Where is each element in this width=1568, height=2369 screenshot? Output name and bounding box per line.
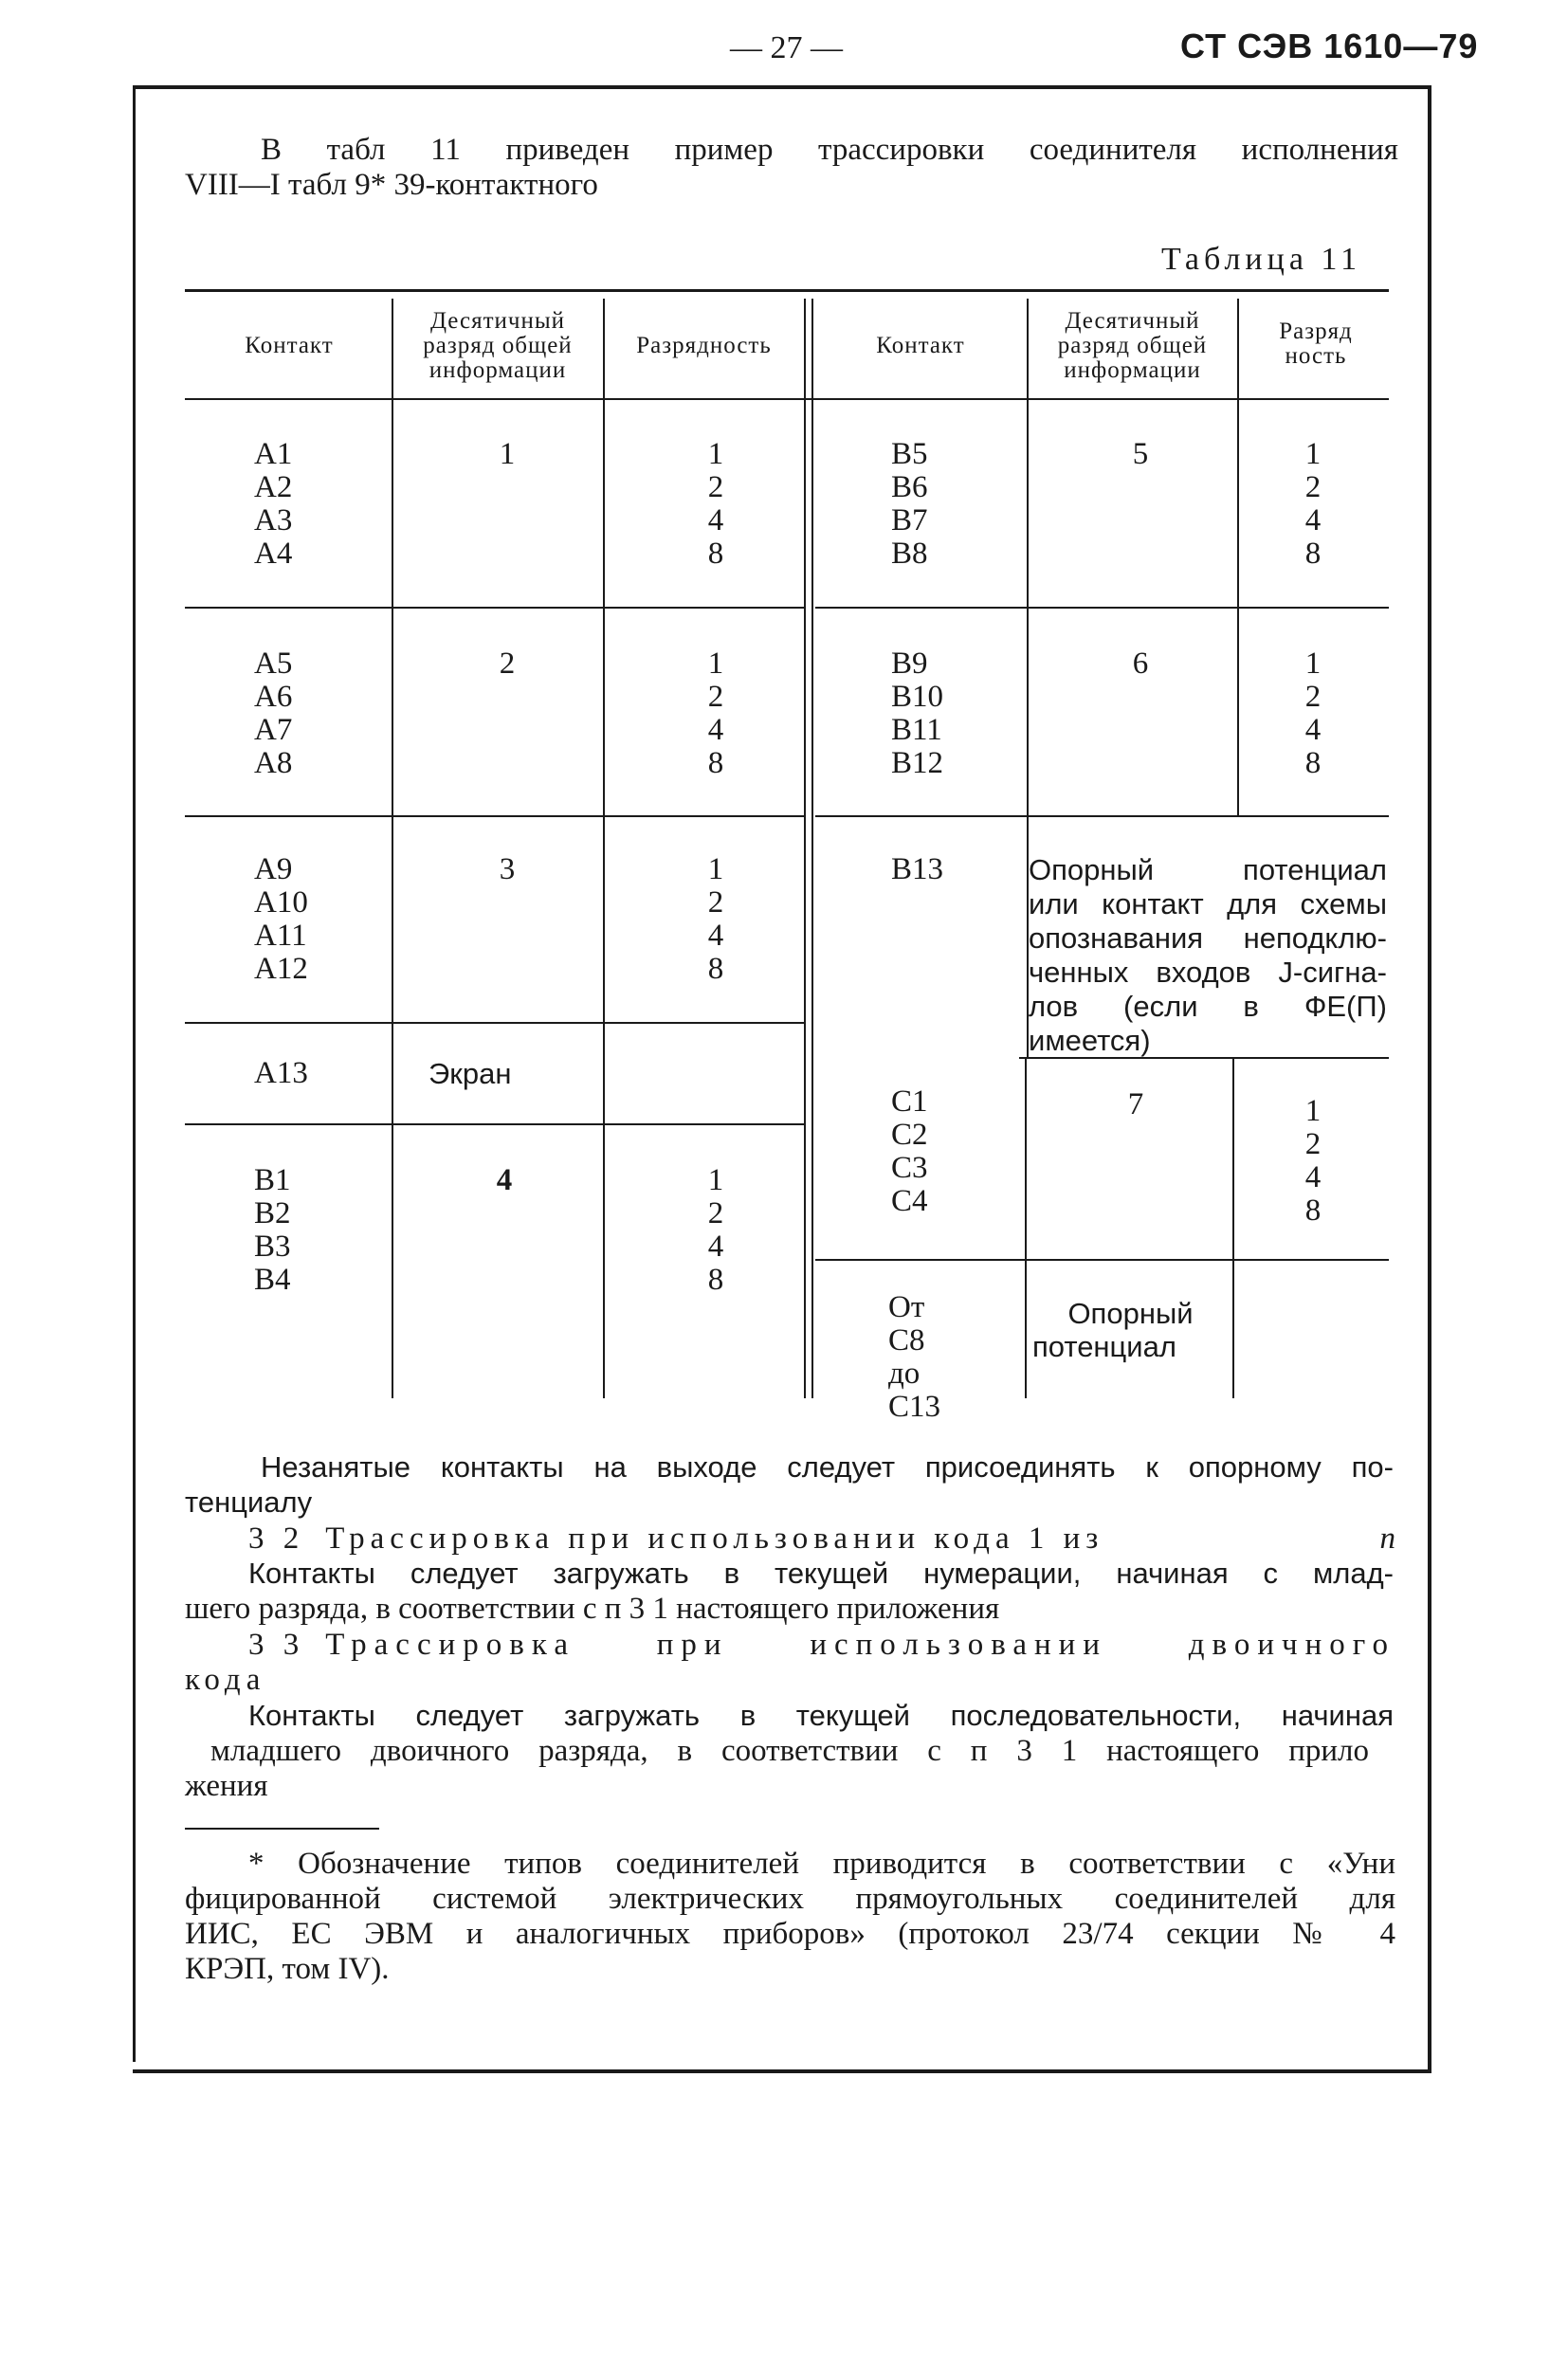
c8-c13-reference: Опорный потенциал [1032, 1297, 1194, 1363]
header-contact-right: Контакт [876, 333, 965, 358]
left-row-rule-4 [185, 1123, 806, 1125]
bits-b9-b12: 1 2 4 8 [1304, 647, 1322, 780]
contacts-c8-c13: От C8 до C13 [888, 1290, 941, 1424]
center-double-rule-b [811, 299, 813, 1398]
contacts-a5-a8: A5 A6 A7 A8 [254, 647, 293, 780]
decimal-4: 4 [496, 1163, 513, 1197]
page-number: — 27 — [730, 30, 843, 65]
intro-line-2: VIII—I табл 9* 39-контактного [185, 168, 598, 202]
header-decimal-left: Десятичный разряд общей информации [423, 308, 573, 383]
footnote-line-4: КРЭП, том IV). [185, 1952, 390, 1986]
right-col-rule-2-lower [1232, 1057, 1234, 1398]
contacts-b9-b12: B9 B10 B11 B12 [891, 647, 944, 780]
right-row-rule-2 [815, 815, 1389, 817]
bits-a1-a4: 1 2 4 8 [707, 437, 724, 571]
decimal-screen: Экран [428, 1057, 512, 1090]
right-row-rule-4 [815, 1259, 1389, 1261]
header-contact-left: Контакт [245, 333, 334, 358]
contacts-b5-b8: B5 B6 B7 B8 [891, 437, 928, 571]
decimal-7: 7 [1127, 1087, 1144, 1121]
bits-b5-b8: 1 2 4 8 [1304, 437, 1322, 571]
table-header-rule [185, 398, 1389, 400]
decimal-6: 6 [1132, 647, 1149, 681]
section-3-3-line-3: жения [185, 1769, 268, 1803]
bits-a5-a8: 1 2 4 8 [707, 647, 724, 780]
contacts-a1-a4: A1 A2 A3 A4 [254, 437, 293, 571]
frame-bottom-border [133, 2069, 1431, 2073]
left-row-rule-3 [185, 1022, 806, 1024]
frame-top-border [133, 85, 1431, 89]
section-3-3-heading-line-2: кода [185, 1663, 266, 1697]
intro-line-1: В табл 11 приведен пример трассировки соединителя исполнения [261, 133, 1398, 167]
section-3-3-line-1: Контакты следует загружать в текущей последовательности, начиная [248, 1699, 1394, 1732]
b13-reference-note: Опорный потенциал или контакт для схемы опознавания неподклю- ченных входов J-сигна- лов (если в ФЕ(П) имеется) [1029, 853, 1387, 1057]
right-col-rule-2-upper [1237, 299, 1239, 815]
unused-contacts-line-2: тенциалу [185, 1485, 313, 1519]
decimal-5: 5 [1132, 437, 1149, 471]
decimal-2: 2 [499, 647, 516, 681]
header-bitness-right: Разряд ность [1279, 319, 1353, 369]
contacts-b1-b4: B1 B2 B3 B4 [254, 1163, 291, 1297]
left-col-rule-1 [392, 299, 393, 1398]
section-3-3-heading: 3 3 Трассировка при использовании двоичного [248, 1628, 1395, 1662]
header-decimal-right: Десятичный разряд общей информации [1057, 308, 1208, 383]
bits-b1-b4: 1 2 4 8 [707, 1163, 724, 1297]
left-row-rule-2 [185, 815, 806, 817]
frame-left-border [133, 85, 136, 2062]
bits-a9-a12: 1 2 4 8 [707, 852, 724, 986]
table-top-rule [185, 289, 1389, 292]
section-3-2-line-1: Контакты следует загружать в текущей нумерации, начиная с млад- [248, 1557, 1394, 1590]
bits-c1-c4: 1 2 4 8 [1304, 1094, 1322, 1228]
section-3-3-line-2: младшего двоичного разряда, в соответствии с п 3 1 настоящего прило [210, 1734, 1369, 1768]
contact-b13: B13 [891, 852, 944, 886]
footnote-rule [185, 1828, 379, 1830]
section-3-2-line-2: шего разряда, в соответствии с п 3 1 настоящего приложения [185, 1592, 1000, 1626]
contact-a13: A13 [254, 1056, 308, 1090]
section-3-2-heading: 3 2 Трассировка при использовании кода 1 из n [248, 1522, 1395, 1556]
right-row-rule-1 [815, 607, 1389, 609]
right-col-rule-1-lower [1025, 1057, 1027, 1398]
table-caption: Таблица 11 [1161, 242, 1362, 277]
footnote-line-1: * Обозначение типов соединителей приводится в соответствии с «Уни [248, 1847, 1395, 1881]
decimal-3: 3 [499, 852, 516, 886]
left-col-rule-2 [603, 299, 605, 1398]
left-row-rule-1 [185, 607, 806, 609]
contacts-c1-c4: C1 C2 C3 C4 [891, 1084, 928, 1218]
decimal-1: 1 [499, 437, 516, 471]
header-bitness-left: Разрядность [636, 333, 772, 358]
standard-code: СТ СЭВ 1610—79 [1180, 27, 1479, 65]
frame-right-border [1428, 85, 1431, 2071]
unused-contacts-line-1: Незанятые контакты на выходе следует присоединять к опорному по- [261, 1450, 1394, 1484]
footnote-line-2: фицированной системой электрических прямоугольных соединителей для [185, 1882, 1395, 1916]
footnote-line-3: ИИС, ЕС ЭВМ и аналогичных приборов» (протокол 23/74 секции № 4 [185, 1917, 1395, 1951]
center-double-rule-a [804, 299, 806, 1398]
contacts-a9-a12: A9 A10 A11 A12 [254, 852, 308, 986]
